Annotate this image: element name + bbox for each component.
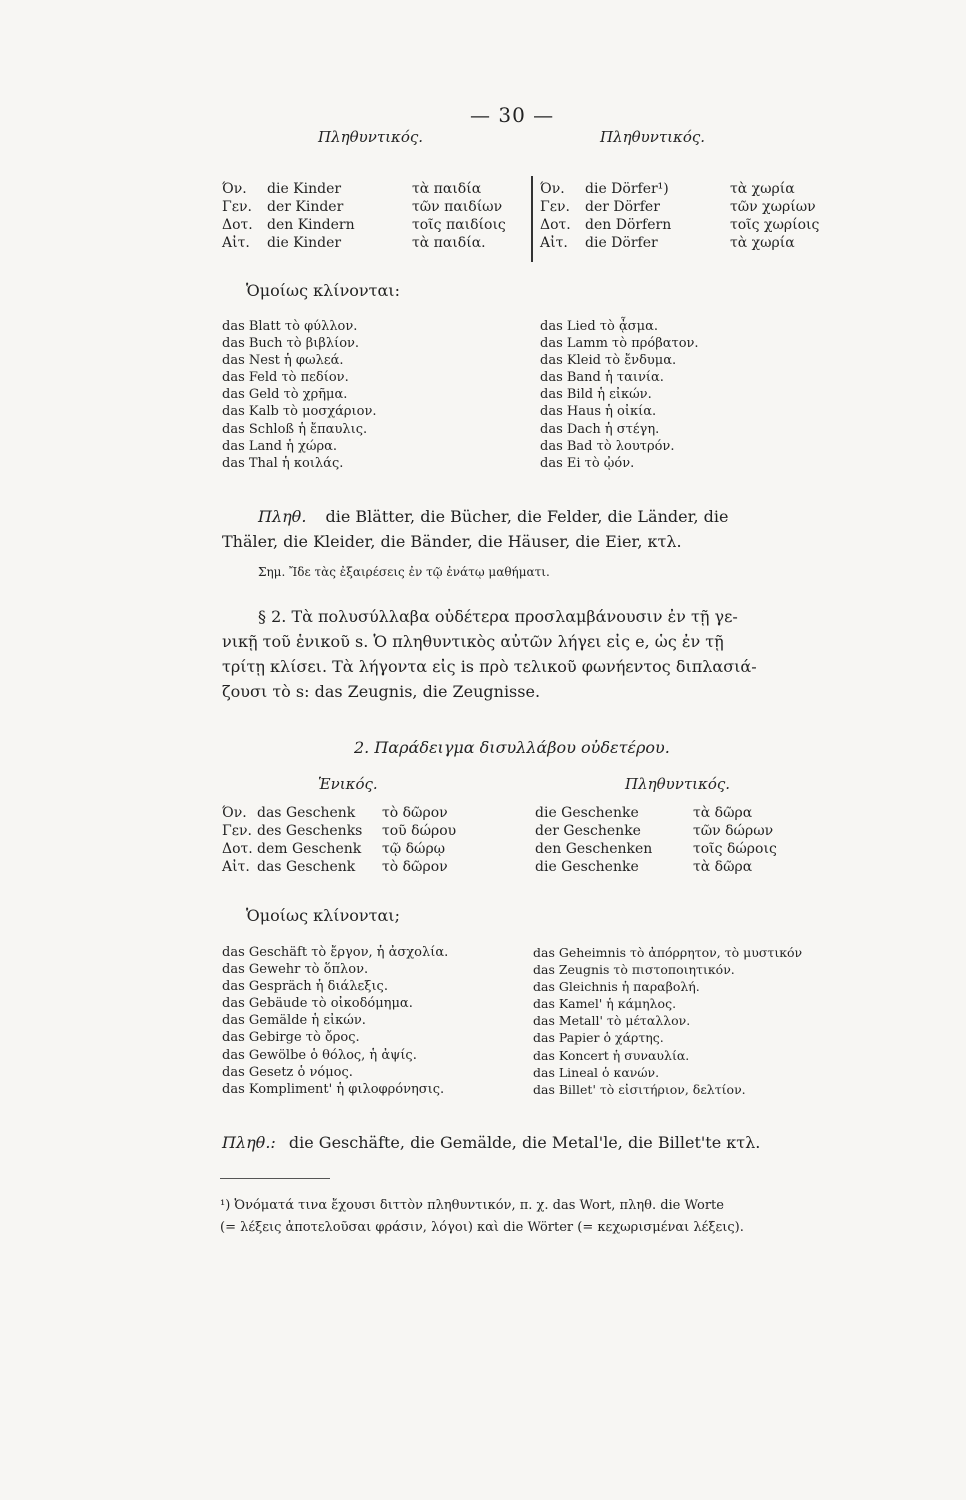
list-item: das Kompliment' ἡ φιλοφρόνησις. bbox=[222, 1081, 445, 1097]
table1-left-header: Πληθυντικός. bbox=[318, 128, 424, 146]
list-item: das Schloß ἡ ἔπαυλις. bbox=[222, 421, 368, 437]
list-item: das Lineal ὁ κανών. bbox=[533, 1064, 660, 1080]
list-item: das Thal ἡ κοιλάς. bbox=[222, 455, 344, 471]
word-list-2-left bbox=[222, 944, 448, 1098]
table-row: Δοτ. den Kindern τοῖς παιδίοις bbox=[222, 217, 506, 233]
table2-left bbox=[222, 804, 522, 876]
table-row: Όν. die Kinder τὰ παιδία bbox=[222, 181, 482, 197]
list-item: das Kamel' ἡ κάμηλος. bbox=[533, 996, 677, 1012]
list-item: das Buch τὸ βιβλίον. bbox=[222, 336, 360, 352]
plural-label: Πληθ. bbox=[258, 507, 307, 526]
list-item: das Haus ἡ οἰκία. bbox=[540, 404, 657, 420]
plural-line-2: Thäler, die Kleider, die Bänder, die Häuser, die Eier, κτλ. bbox=[222, 532, 682, 551]
table-row: die Geschenke τὰ δῶρα bbox=[535, 805, 753, 821]
table-row: Αἰτ. die Kinder τὰ παιδία. bbox=[222, 235, 486, 251]
list-item: das Gebäude τὸ οἰκοδόμημα. bbox=[222, 996, 413, 1012]
list-item: das Gemälde ἡ εἰκών. bbox=[222, 1013, 366, 1029]
list-item: das Bad τὸ λουτρόν. bbox=[540, 438, 675, 454]
similarly-heading-1: Ὁμοίως κλίνονται: bbox=[246, 281, 400, 300]
table-row: Δοτ. den Dörfern τοῖς χωρίοις bbox=[540, 217, 820, 233]
list-item: das Blatt τὸ φύλλον. bbox=[222, 319, 358, 334]
section2-line-2: νικῇ τοῦ ἑνικοῦ s. Ὁ πληθυντικὸς αὐτῶν λήγει εἰς e, ὡς ἐν τῇ bbox=[222, 632, 724, 651]
plural-label: Πληθ.: bbox=[222, 1133, 276, 1152]
table1-left bbox=[222, 180, 522, 252]
section2-line-4: ζουσι τὸ s: das Zeugnis, die Zeugnisse. bbox=[222, 682, 541, 701]
table-row: Γεν. der Kinder τῶν παιδίων bbox=[222, 199, 503, 215]
list-item: das Gebirge τὸ ὄρος. bbox=[222, 1030, 360, 1046]
list-item: das Lamm τὸ πρόβατον. bbox=[540, 336, 699, 352]
example2-title: 2. Παράδειγμα δισυλλάβου οὐδετέρου. bbox=[354, 738, 670, 757]
plural-line-3: Πληθ.: die Geschäfte, die Gemälde, die Metal'le, die Billet'te κτλ. bbox=[222, 1133, 761, 1152]
list-item: das Geld τὸ χρῆμα. bbox=[222, 387, 348, 403]
table-row: Δοτ. dem Geschenk τῷ δώρῳ bbox=[222, 841, 446, 857]
list-item: das Band ἡ ταινία. bbox=[540, 370, 664, 386]
word-list-1-left bbox=[222, 318, 377, 472]
list-item: das Koncert ἡ συναυλία. bbox=[533, 1047, 690, 1063]
table-row: Όν. die Dörfer¹) τὰ χωρία bbox=[540, 181, 795, 197]
list-item: das Gewölbe ὁ θόλος, ἡ ἀψίς. bbox=[222, 1047, 417, 1063]
list-item: das Gewehr τὸ ὅπλον. bbox=[222, 962, 369, 978]
list-item: das Zeugnis τὸ πιστοποιητικόν. bbox=[533, 962, 735, 978]
table-row: der Geschenke τῶν δώρων bbox=[535, 823, 774, 839]
list-item: das Gespräch ἡ διάλεξις. bbox=[222, 979, 388, 995]
list-item: das Ei τὸ ᾠόν. bbox=[540, 455, 635, 471]
list-item: das Feld τὸ πεδίον. bbox=[222, 370, 349, 386]
table1-right-header: Πληθυντικός. bbox=[600, 128, 706, 146]
table-row: Αἰτ. das Geschenk τὸ δῶρον bbox=[222, 859, 448, 875]
table-row: Γεν. der Dörfer τῶν χωρίων bbox=[540, 199, 816, 215]
list-item: das Billet' τὸ εἰσιτήριον, δελτίον. bbox=[533, 1081, 746, 1097]
word-list-1-right bbox=[540, 318, 699, 472]
list-item: das Nest ἡ φωλεά. bbox=[222, 353, 344, 369]
table-row: die Geschenke τὰ δῶρα bbox=[535, 859, 753, 875]
list-item: das Kleid τὸ ἔνδυμα. bbox=[540, 353, 677, 369]
table1-right bbox=[540, 180, 840, 252]
list-item: das Land ἡ χώρα. bbox=[222, 438, 338, 454]
plural-line-1: Πληθ. die Blätter, die Bücher, die Felder, die Länder, die bbox=[258, 507, 729, 526]
list-item: das Metall' τὸ μέταλλον. bbox=[533, 1013, 691, 1029]
word-list-2-right bbox=[533, 944, 802, 1098]
list-item: das Kalb τὸ μοσχάριον. bbox=[222, 404, 377, 420]
list-item: das Papier ὁ χάρτης. bbox=[533, 1030, 664, 1046]
page-number: — 30 — bbox=[470, 103, 555, 127]
list-item: das Lied τὸ ᾆσμα. bbox=[540, 319, 658, 334]
footnote-line-2: (= λέξεις ἀποτελοῦσαι φράσιν, λόγοι) καὶ die Wörter (= κεχωρισμέναι λέξεις). bbox=[220, 1220, 744, 1235]
table-row: Γεν. des Geschenks τοῦ δώρου bbox=[222, 823, 457, 839]
section2-line-1: § 2. Τὰ πολυσύλλαβα οὐδέτερα προσλαμβάνουσιν ἐν τῇ γε- bbox=[258, 607, 738, 626]
list-item: das Gleichnis ἡ παραβολή. bbox=[533, 979, 700, 995]
list-item: das Gesetz ὁ νόμος. bbox=[222, 1064, 353, 1080]
list-item: das Geschäft τὸ ἔργον, ἡ ἀσχολία. bbox=[222, 945, 449, 960]
section2-line-3: τρίτῃ κλίσει. Τὰ λήγοντα εἰς is πρὸ τελικοῦ φωνήεντος διπλασιά- bbox=[222, 657, 757, 676]
list-item: das Bild ἡ εἰκών. bbox=[540, 387, 652, 403]
note: Σημ. Ἴδε τὰς ἐξαιρέσεις ἐν τῷ ἐνάτῳ μαθήματι. bbox=[258, 565, 550, 579]
table2-right-header: Πληθυντικός. bbox=[625, 775, 731, 793]
list-item: das Dach ἡ στέγη. bbox=[540, 421, 660, 437]
table2-right bbox=[535, 804, 865, 876]
table-row: Αἰτ. die Dörfer τὰ χωρία bbox=[540, 235, 795, 251]
table-row: den Geschenken τοῖς δώροις bbox=[535, 841, 777, 857]
table-row: Όν. das Geschenk τὸ δῶρον bbox=[222, 805, 448, 821]
footnote-line-1: ¹) Ὀνόματά τινα ἔχουσι διττὸν πληθυντικόν, π. χ. das Wort, πληθ. die Worte bbox=[220, 1198, 724, 1213]
column-divider bbox=[531, 176, 533, 262]
list-item: das Geheimnis τὸ ἀπόρρητον, τὸ μυστικόν bbox=[533, 945, 803, 960]
similarly-heading-2: Ὁμοίως κλίνονται; bbox=[246, 906, 400, 925]
footnote-rule bbox=[220, 1178, 330, 1179]
footnote bbox=[220, 1195, 744, 1239]
table2-left-header: Ἑνικός. bbox=[318, 775, 378, 793]
